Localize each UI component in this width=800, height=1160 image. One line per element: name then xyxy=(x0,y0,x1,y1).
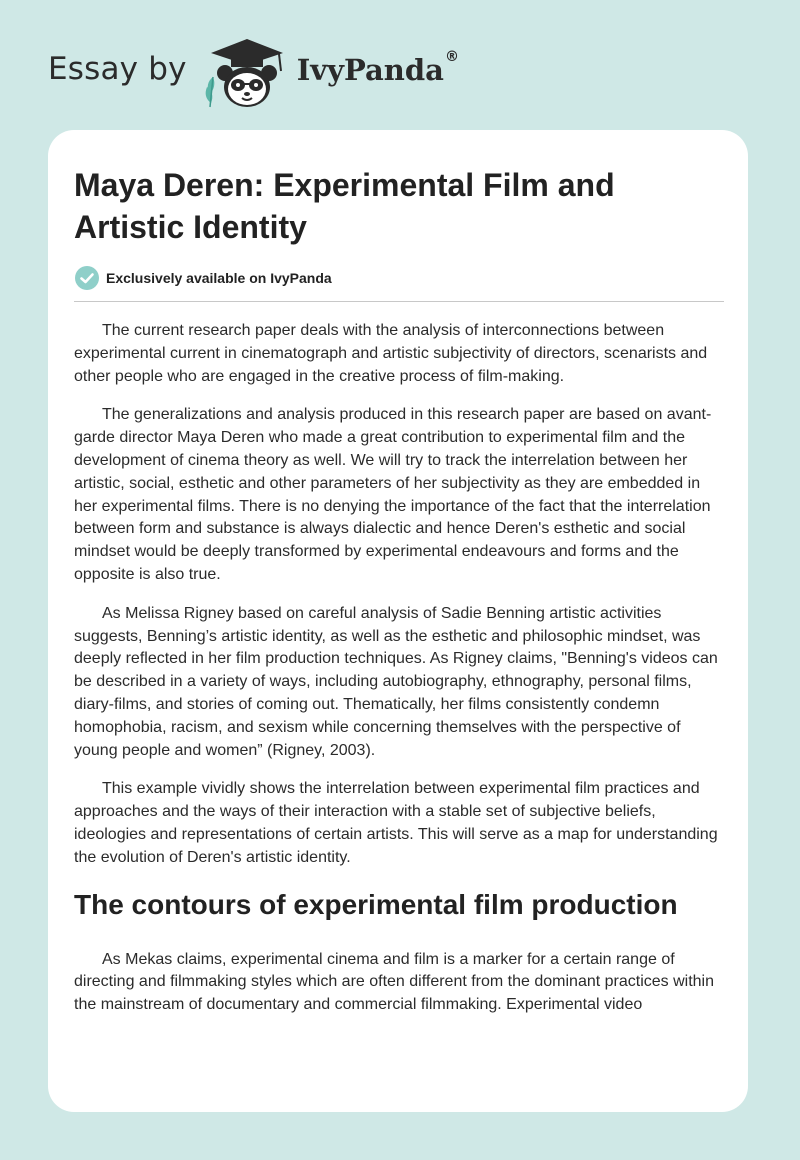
essay-content xyxy=(74,164,724,1017)
essay-by-label: Essay by xyxy=(48,51,187,87)
registered-mark: ® xyxy=(444,49,459,65)
section-heading: The contours of experimental film production xyxy=(74,888,678,920)
divider xyxy=(74,301,724,302)
paragraph-1: The current research paper deals with the analysis of interconnections between experimental current in cinematograph and artistic subjectivity of directors, scenarists and other people who are engaged in the creative process of film-making. xyxy=(74,322,708,385)
section-paragraph: As Mekas claims, experimental cinema and film is a marker for a certain range of directing and filmmaking styles which are often different from the dominant practices within the mainstream of documentary and commercial filmmaking. Experimental video xyxy=(74,950,715,1014)
check-circle-icon xyxy=(74,265,100,291)
paragraph-2: The generalizations and analysis produced in this research paper are based on avant-garde director Maya Deren who made a great contribution to experimental film and the development of cinema theory as well. We will try to track the interrelation between her artistic, social, esthetic and other parameters of her subjectivity as they are embedded in her experimental films. There is no denying the importance of the fact that the interrelation between form and substance is always dialectic and hence Deren's esthetic and social mindset would be deeply transformed by experimental endeavours and forms and the opposite is also true. xyxy=(74,406,712,583)
exclusive-badge xyxy=(74,264,724,292)
paragraph-4: This example vividly shows the interrelation between experimental film practices and approaches and the ways of their interaction with a stable set of subjective beliefs, ideologies and representations of certain artists. This will serve as a map for understanding the evolution of Deren's artistic identity. xyxy=(74,780,718,866)
site-header xyxy=(48,32,459,112)
panda-graduate-logo-icon[interactable] xyxy=(201,33,293,111)
exclusive-label: Exclusively available on IvyPanda xyxy=(106,270,332,286)
essay-card xyxy=(48,130,748,1112)
ivypanda-brand-name[interactable]: IvyPanda® xyxy=(296,49,459,87)
page-title: Maya Deren: Experimental Film and Artistic Identity xyxy=(74,167,615,245)
paragraph-3: As Melissa Rigney based on careful analysis of Sadie Benning artistic activities suggests, Benning’s artistic identity, as well as the esthetic and philosophic mindset, was deeply reflected in her film production techniques. As Rigney claims, "Benning's videos can be described in a variety of ways, including autobiography, ethnography, personal films, diary-films, and stories of coming out. Thematically, her films consistently condemn homophobia, racism, and sexism while concerning themselves with the perspective of young people and women” (Rigney, 2003). xyxy=(74,604,718,759)
